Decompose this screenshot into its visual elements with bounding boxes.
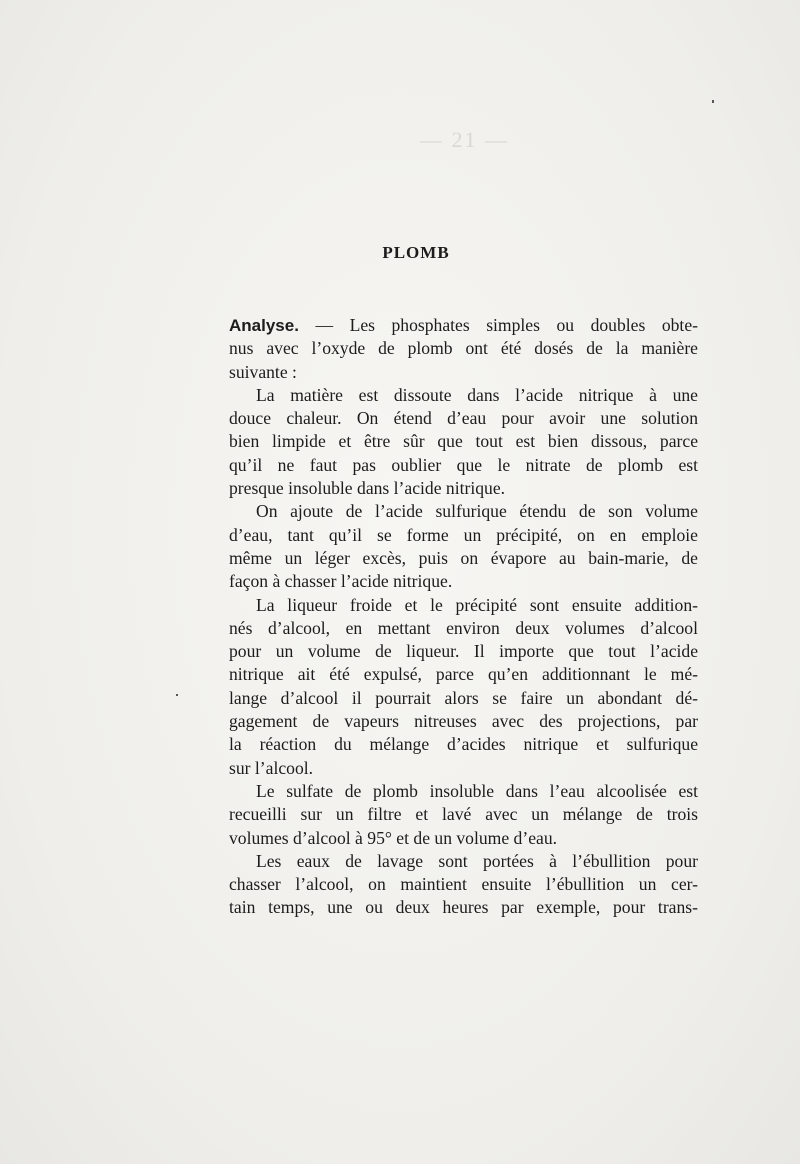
page-number: — 21 — xyxy=(420,127,509,152)
text-line: tain temps, une ou deux heures par exemple, pour trans- xyxy=(229,897,698,918)
text-line: On ajoute de l’acide sulfurique étendu de son volume xyxy=(256,501,698,522)
text-line: Le sulfate de plomb insoluble dans l’eau alcoolisée est xyxy=(256,780,698,801)
body-text xyxy=(229,314,698,920)
text-line: gagement de vapeurs nitreuses avec des projections, par xyxy=(229,711,698,732)
text-line: Les eaux de lavage sont portées à l’ébullition pour xyxy=(256,850,698,871)
text-line: qu’il ne faut pas oublier que le nitrate de plomb est xyxy=(229,454,698,475)
text-line: douce chaleur. On étend d’eau pour avoir une solution xyxy=(229,408,698,429)
text-line: pour un volume de liqueur. Il importe que tout l’acide xyxy=(229,641,698,662)
text-line: suivante : xyxy=(229,361,297,382)
text-line: nés d’alcool, en mettant environ deux volumes d’alcool xyxy=(229,617,698,638)
text-line: chasser l’alcool, on maintient ensuite l’ébullition un cer- xyxy=(229,874,698,895)
text-line: lange d’alcool il pourrait alors se faire un abondant dé- xyxy=(229,687,698,708)
text-line: d’eau, tant qu’il se forme un précipité, on en emploie xyxy=(229,524,698,545)
text-line: nus avec l’oxyde de plomb ont été dosés de la manière xyxy=(229,338,698,359)
text-line: recueilli sur un filtre et lavé avec un mélange de trois xyxy=(229,804,698,825)
text-line: façon à chasser l’acide nitrique. xyxy=(229,571,453,592)
text-line: Analyse. — Les phosphates simples ou doubles obte- xyxy=(229,315,698,335)
text-line: La liqueur froide et le précipité sont ensuite addition- xyxy=(256,594,698,615)
scan-speck xyxy=(712,100,714,103)
scan-speck xyxy=(176,694,178,696)
text-line: nitrique ait été expulsé, parce qu’en additionnant le mé- xyxy=(229,664,698,685)
section-heading: PLOMB xyxy=(382,243,450,262)
text-line: même un léger excès, puis on évapore au bain-marie, de xyxy=(229,547,698,568)
text-line: sur l’alcool. xyxy=(229,757,314,778)
text-line: volumes d’alcool à 95° et de un volume d’eau. xyxy=(229,827,558,848)
text-line: la réaction du mélange d’acides nitrique et sulfurique xyxy=(229,734,698,755)
runin-heading: Analyse. xyxy=(229,316,299,335)
text-line: La matière est dissoute dans l’acide nitrique à une xyxy=(256,384,698,405)
text-line: presque insoluble dans l’acide nitrique. xyxy=(229,478,506,499)
text-line: bien limpide et être sûr que tout est bien dissous, parce xyxy=(229,431,698,452)
